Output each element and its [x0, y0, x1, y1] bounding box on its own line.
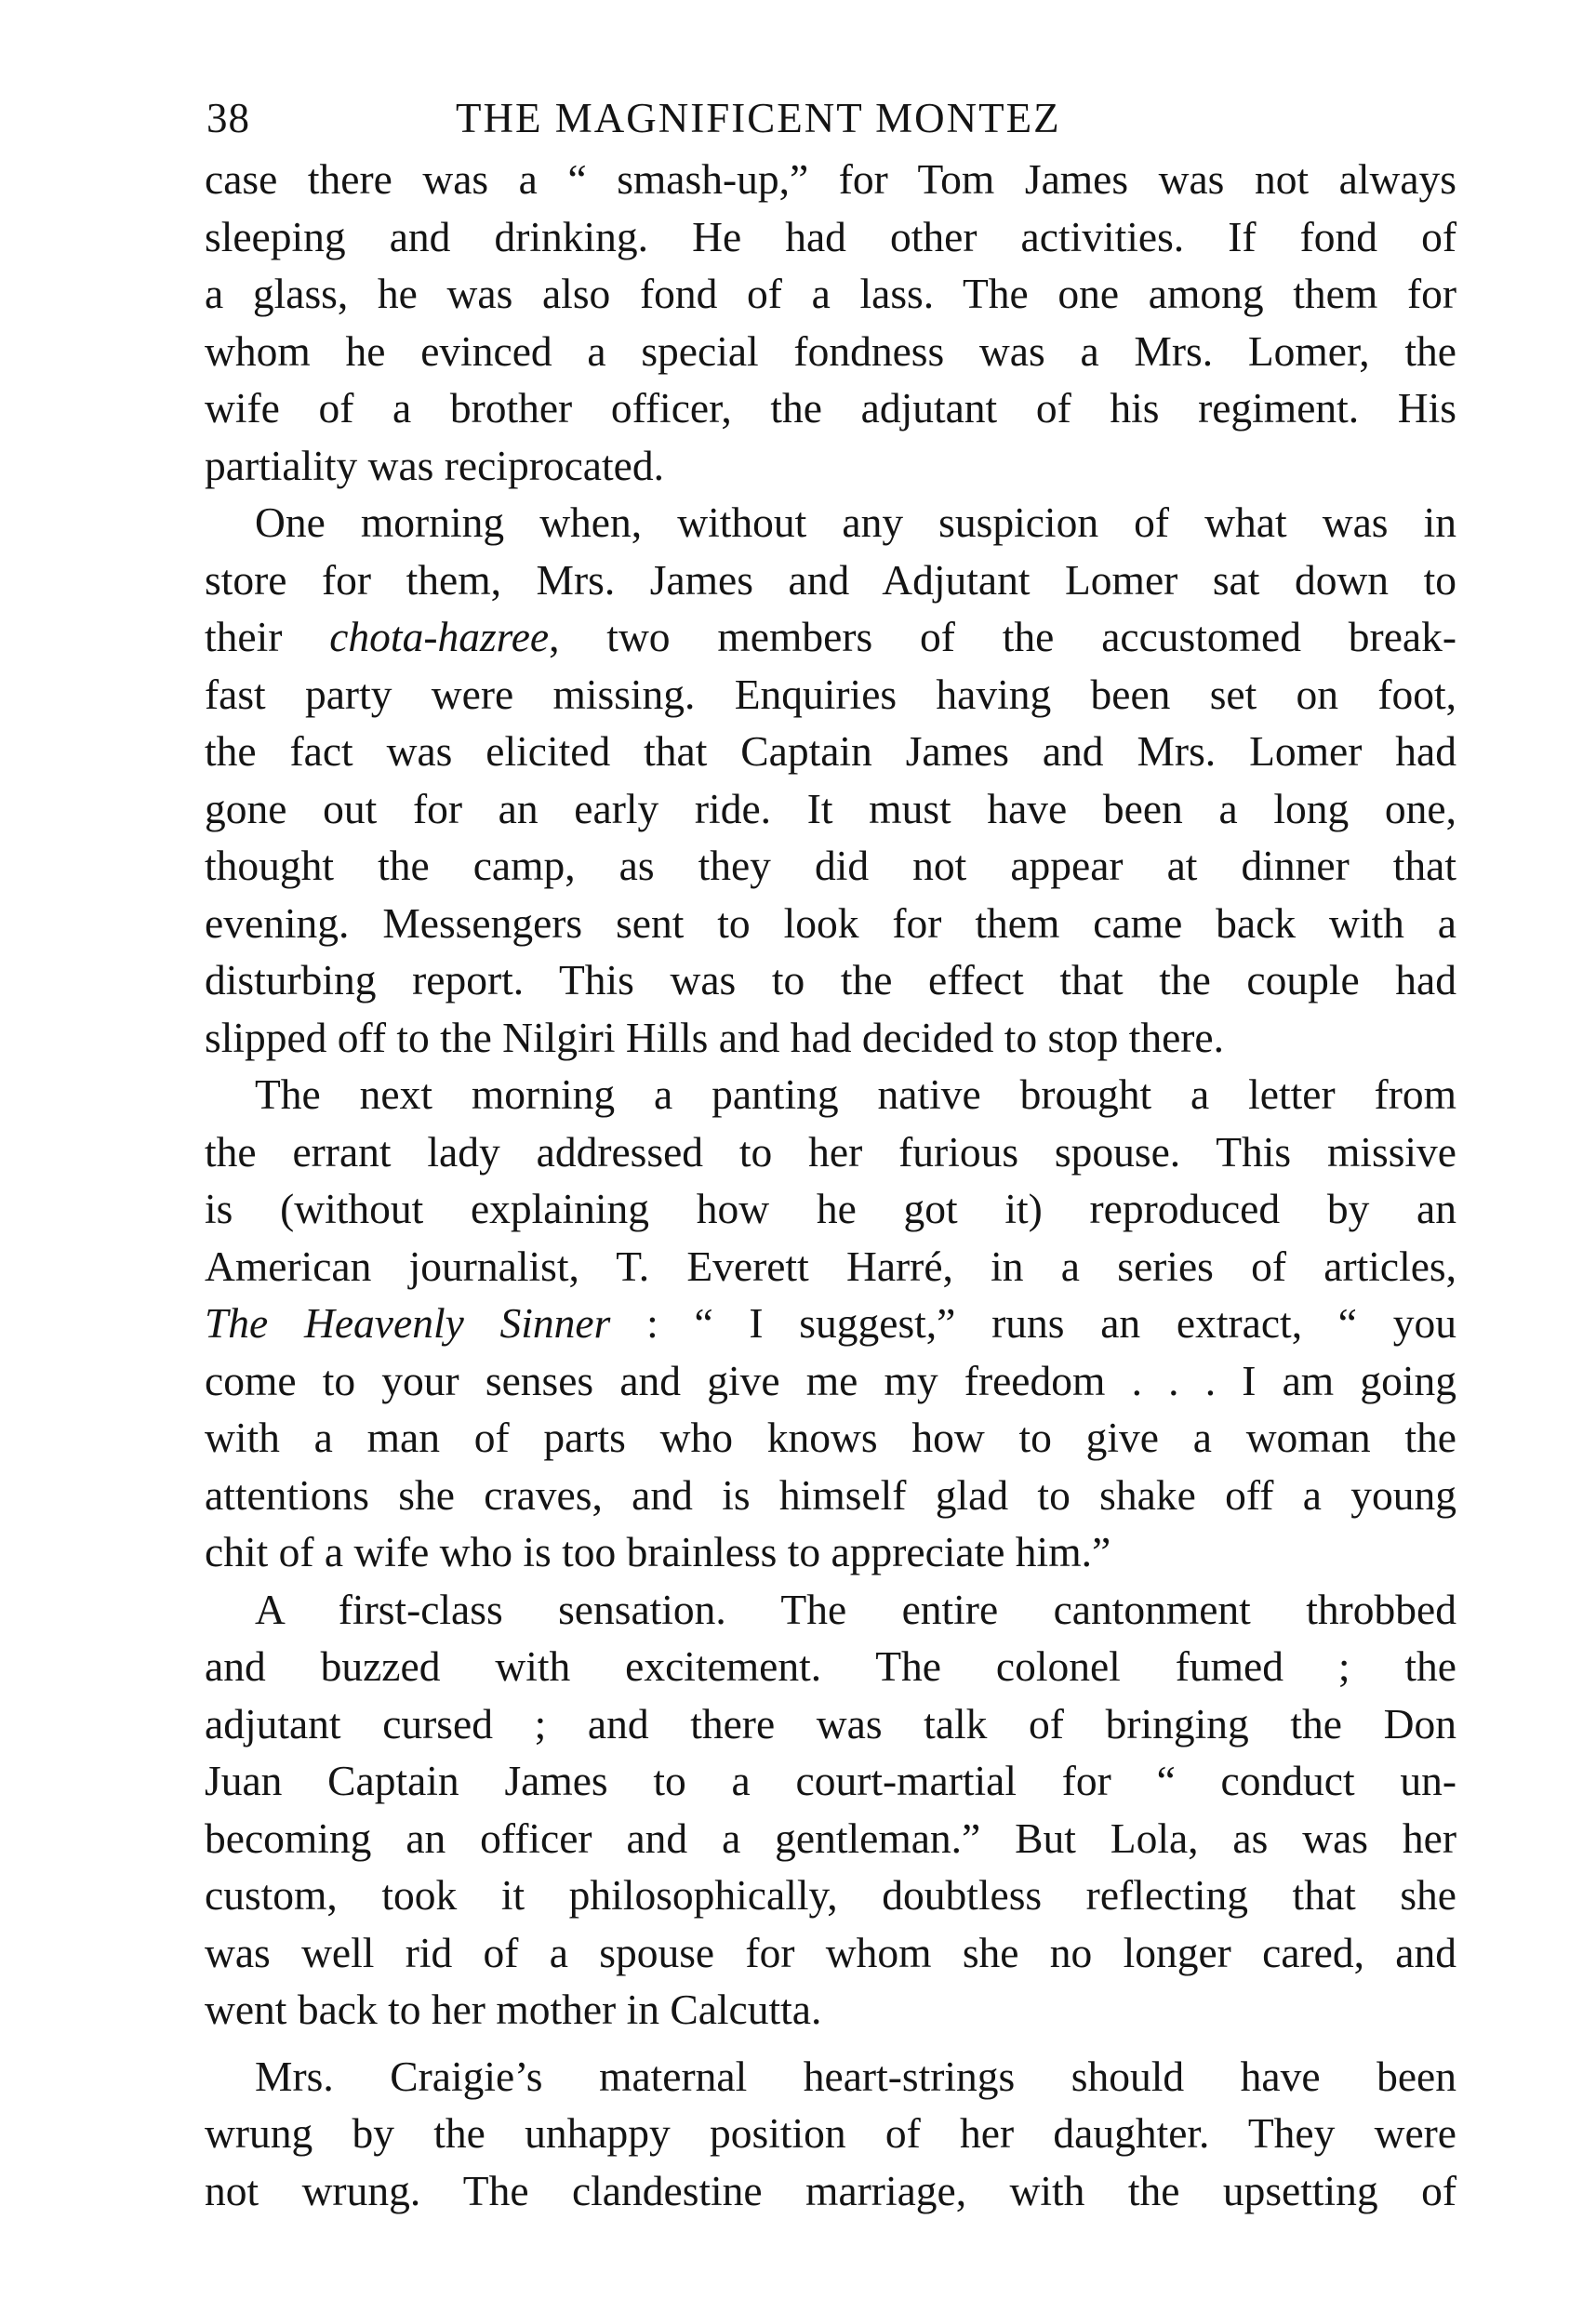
text-line: American journalist, T. Everett Harré, in a series of articles,: [205, 1242, 1456, 1290]
text-run: , two members of the accustomed break-: [549, 613, 1457, 660]
text-line: not wrung. The clandestine marriage, with the upsetting of: [205, 2166, 1456, 2214]
paragraph-2: [205, 494, 1456, 1066]
text-line: attentions she craves, and is himself glad to shake off a young: [205, 1470, 1456, 1519]
text-line: sleeping and drinking. He had other activities. If fond of: [205, 212, 1456, 260]
text-line: fast party were missing. Enquiries having been set on foot,: [205, 670, 1456, 718]
text-line: Juan Captain James to a court-martial for “ conduct un-: [205, 1757, 1456, 1804]
text-line: the errant lady addressed to her furious spouse. This missive: [205, 1127, 1456, 1176]
text-line: becoming an officer and a gentleman.” But Lola, as was her: [205, 1814, 1456, 1862]
text-line: wife of a brother officer, the adjutant of his regiment. His: [205, 384, 1456, 432]
text-line: wrung by the unhappy position of her daughter. They were: [205, 2109, 1456, 2157]
text-run: : “ I suggest,” runs an extract, “ you: [610, 1299, 1457, 1347]
text-line: [205, 608, 1456, 666]
page-number: 38: [206, 95, 250, 141]
text-line: A first-class sensation. The entire cantonment throbbed: [255, 1585, 1456, 1633]
text-line: was well rid of a spouse for whom she no longer cared, and: [205, 1928, 1456, 1976]
text-run: their: [205, 613, 330, 660]
text-line: and buzzed with excitement. The colonel fumed ; the: [205, 1642, 1456, 1690]
text-line: evening. Messengers sent to look for them came back with a: [205, 898, 1456, 947]
text-line: with a man of parts who knows how to give a woman the: [205, 1414, 1456, 1461]
text-line: custom, took it philosophically, doubtless reflecting that she: [205, 1871, 1456, 1919]
paragraph-3: [205, 1066, 1456, 1581]
paragraph-1: [205, 151, 1456, 494]
text-line: is (without explaining how he got it) reproduced by an: [205, 1185, 1456, 1232]
text-line: come to your senses and give me my freedom . . . I am going: [205, 1356, 1456, 1404]
running-head: [205, 86, 1456, 151]
text-line: went back to her mother in Calcutta.: [205, 1986, 822, 2033]
running-title: THE MAGNIFICENT MONTEZ: [456, 95, 1061, 141]
text-line: disturbing report. This was to the effect that the couple had: [205, 956, 1456, 1003]
text-line: whom he evinced a special fondness was a Mrs. Lomer, the: [205, 326, 1456, 375]
text-line: adjutant cursed ; and there was talk of bringing the Don: [205, 1699, 1456, 1748]
text-line: thought the camp, as they did not appear at dinner that: [205, 842, 1456, 889]
paragraph-4: [205, 1581, 1456, 2039]
italic-title: The Heavenly Sinner: [205, 1299, 611, 1347]
text-line: the fact was elicited that Captain James and Mrs. Lomer had: [205, 727, 1456, 775]
text-line: partiality was reciprocated.: [205, 441, 664, 489]
text-line: case there was a “ smash-up,” for Tom James was not always: [205, 155, 1456, 203]
text-line: The next morning a panting native brought a letter from: [255, 1070, 1456, 1118]
text-line: a glass, he was also fond of a lass. The one among them for: [205, 270, 1456, 317]
text-line: One morning when, without any suspicion of what was in: [255, 498, 1456, 546]
text-line: slipped off to the Nilgiri Hills and had decided to stop there.: [205, 1013, 1224, 1061]
text-line: chit of a wife who is too brainless to appreciate him.”: [205, 1528, 1111, 1575]
paragraph-5: [205, 2048, 1456, 2220]
text-line: Mrs. Craigie’s maternal heart-strings should have been: [255, 2052, 1456, 2100]
text-line: store for them, Mrs. James and Adjutant Lomer sat down to: [205, 555, 1456, 604]
text-line: [205, 1295, 1456, 1352]
text-line: gone out for an early ride. It must have been a long one,: [205, 784, 1456, 832]
italic-term: chota-hazree: [329, 613, 550, 660]
book-page: [205, 86, 1456, 2219]
